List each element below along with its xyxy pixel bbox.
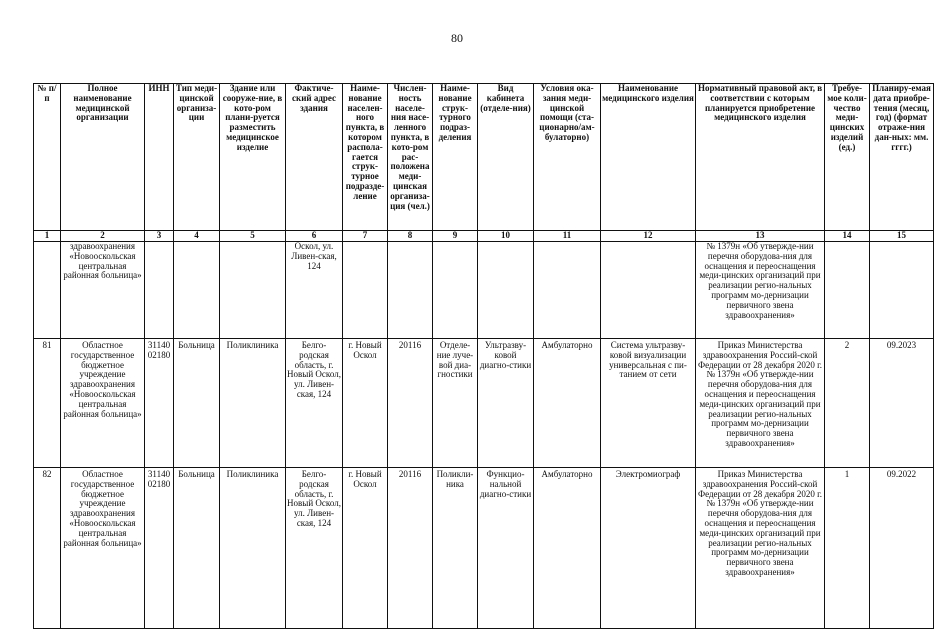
col-number: 2	[61, 231, 145, 242]
col-header-quantity: Требуе-мое коли-чество меди-цинских изделий (ед.)	[825, 84, 870, 231]
col-number: 11	[534, 231, 601, 242]
cell-building: Поликлиника	[220, 339, 286, 468]
col-number: 4	[174, 231, 220, 242]
col-header-org-type: Тип меди-цинской организа-ции	[174, 84, 220, 231]
cell-inn	[145, 242, 174, 339]
col-header-legal-act: Нормативный правовой акт, в соответствии с которым планируется приобретение медицинского изделия	[696, 84, 825, 231]
equipment-table	[33, 83, 934, 629]
cell-device-name	[601, 242, 696, 339]
cell-inn: 31140 02180	[145, 468, 174, 629]
cell-address: Оскол, ул. Ливен-ская, 124	[286, 242, 343, 339]
table-row	[34, 339, 934, 468]
cell-legal-act: Приказ Министерства здравоохранения Россий-ской Федерации от 28 декабря 2020 г. № 1379н «Об утвержде-нии перечня оборудова-ния для оснащения и переоснащения меди-цинских организаций при реализации регио-нальных программ мо-дернизации первичного звена здравоохранения»	[696, 468, 825, 629]
cell-legal-act: Приказ Министерства здравоохранения Россий-ской Федерации от 28 декабря 2020 г. № 1379н «Об утвержде-нии перечня оборудова-ния для оснащения и переоснащения меди-цинских организаций при реализации регио-нальных программ мо-дернизации первичного звена здравоохранения»	[696, 339, 825, 468]
cell-care-conditions	[534, 242, 601, 339]
col-number: 7	[343, 231, 388, 242]
cell-address: Белго-родская область, г. Новый Оскол, ул. Ливен-ская, 124	[286, 468, 343, 629]
cell-org-type: Больница	[174, 339, 220, 468]
col-number: 12	[601, 231, 696, 242]
col-number: 5	[220, 231, 286, 242]
cell-population	[388, 242, 433, 339]
col-header-number: № п/п	[34, 84, 61, 231]
cell-purchase-date	[870, 242, 934, 339]
col-header-care-conditions: Условия ока-зания меди-цинской помощи (ста-ционарно/ам-булаторно)	[534, 84, 601, 231]
col-number: 1	[34, 231, 61, 242]
cell-org-name: Областное государственное бюджетное учреждение здравоохранения «Новооскольская центральная районная больница»	[61, 468, 145, 629]
col-header-population: Числен-ность населе-ния насе-ленного пункта, в кото-ром рас-положена меди-цинская организа-ция (чел.)	[388, 84, 433, 231]
cell-org-name: Областное государственное бюджетное учреждение здравоохранения «Новооскольская центральная районная больница»	[61, 339, 145, 468]
col-number: 10	[478, 231, 534, 242]
cell-settlement: г. Новый Оскол	[343, 468, 388, 629]
col-number: 13	[696, 231, 825, 242]
cell-room-type: Ультразву-ковой диагно-стики	[478, 339, 534, 468]
cell-population: 20116	[388, 339, 433, 468]
cell-settlement	[343, 242, 388, 339]
cell-quantity: 2	[825, 339, 870, 468]
col-header-subdivision: Наиме-нование струк-турного подраз-деления	[433, 84, 478, 231]
cell-settlement: г. Новый Оскол	[343, 339, 388, 468]
col-number: 14	[825, 231, 870, 242]
cell-care-conditions: Амбулаторно	[534, 339, 601, 468]
cell-room-type	[478, 242, 534, 339]
cell-org-type	[174, 242, 220, 339]
table-row	[34, 242, 934, 339]
col-header-settlement: Наиме-нование населен-ного пункта, в котором распола-гается струк-турное подразде-ление	[343, 84, 388, 231]
cell-subdivision: Отделе-ние луче-вой диа-гностики	[433, 339, 478, 468]
cell-quantity	[825, 242, 870, 339]
col-header-room-type: Вид кабинета (отделе-ния)	[478, 84, 534, 231]
col-number: 15	[870, 231, 934, 242]
cell-number	[34, 242, 61, 339]
cell-number: 81	[34, 339, 61, 468]
cell-care-conditions: Амбулаторно	[534, 468, 601, 629]
cell-population: 20116	[388, 468, 433, 629]
col-number: 3	[145, 231, 174, 242]
header-row	[34, 84, 934, 231]
cell-org-type: Больница	[174, 468, 220, 629]
column-number-row	[34, 231, 934, 242]
col-header-address: Фактиче-ский адрес здания	[286, 84, 343, 231]
cell-device-name: Электромиограф	[601, 468, 696, 629]
col-header-purchase-date: Планиру-емая дата приобре-тения (месяц, год) (формат отраже-ния дан-ных: мм. гггг.)	[870, 84, 934, 231]
cell-quantity: 1	[825, 468, 870, 629]
cell-subdivision: Поликли-ника	[433, 468, 478, 629]
col-number: 8	[388, 231, 433, 242]
cell-inn: 31140 02180	[145, 339, 174, 468]
cell-building: Поликлиника	[220, 468, 286, 629]
cell-address: Белго-родская область, г. Новый Оскол, ул. Ливен-ская, 124	[286, 339, 343, 468]
cell-room-type: Функцио-нальной диагно-стики	[478, 468, 534, 629]
cell-number: 82	[34, 468, 61, 629]
cell-legal-act: № 1379н «Об утверждe-нии перечня оборудова-ния для оснащения и переоснащения меди-цинских организаций при реализации регио-нальных программ мо-дернизации первичного звена здравоохранения»	[696, 242, 825, 339]
page-number: 80	[451, 31, 463, 45]
cell-org-name: здравоохранения «Новооскольская центральная районная больница»	[61, 242, 145, 339]
col-header-inn: ИНН	[145, 84, 174, 231]
col-number: 6	[286, 231, 343, 242]
cell-subdivision	[433, 242, 478, 339]
col-header-device-name: Наименование медицинского изделия	[601, 84, 696, 231]
col-header-org-name: Полное наименование медицинской организации	[61, 84, 145, 231]
col-header-building: Здание или сооруже-ние, в кото-ром плани-руется разместить медицинское изделие	[220, 84, 286, 231]
table-row	[34, 468, 934, 629]
cell-purchase-date: 09.2022	[870, 468, 934, 629]
cell-device-name: Система ультразву-ковой визуализации универсальная с пи-танием от сети	[601, 339, 696, 468]
cell-purchase-date: 09.2023	[870, 339, 934, 468]
col-number: 9	[433, 231, 478, 242]
cell-building	[220, 242, 286, 339]
